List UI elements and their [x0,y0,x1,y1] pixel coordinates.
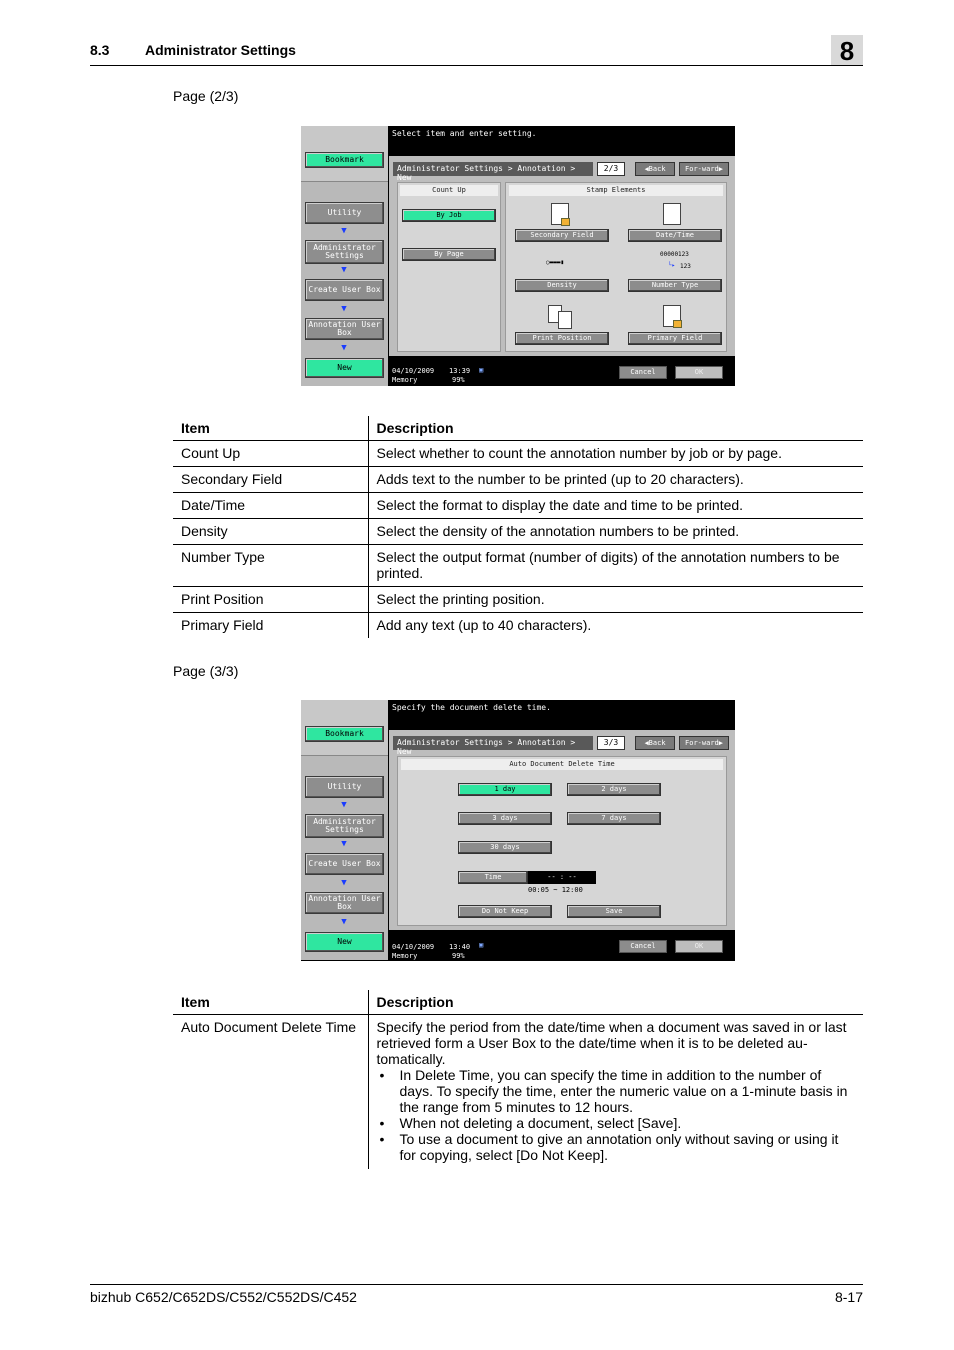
three-days-button[interactable]: 3 days [458,812,552,825]
time-range-text: 00:05 ~ 12:00 [528,886,583,894]
breadcrumb: Administrator Settings > Annotation > New [393,736,593,750]
table-header-item: Item [173,416,368,441]
create-user-box-button[interactable]: Create User Box [305,279,384,301]
memory-label: Memory [392,952,418,960]
table-cell-description: Select whether to count the annotation number by job or by page. [368,441,863,467]
list-item: • In Delete Time, you can specify the time in addition to the number of days. To specify the time, enter the numeric value on a 1-minute basis in the range from 5 minutes to 12 hours. [377,1067,856,1115]
new-button[interactable]: New [305,358,384,378]
page3-label: Page (3/3) [173,663,239,679]
ok-button[interactable]: OK [675,366,723,379]
arrow-down-icon: ▼ [341,304,347,314]
section-title: Administrator Settings [145,42,296,58]
arrow-down-icon: ▼ [341,226,347,236]
back-label: Back [648,165,666,173]
footer-model: bizhub C652/C652DS/C552/C552DS/C452 [90,1289,357,1305]
cancel-button[interactable]: Cancel [619,940,667,953]
ok-button[interactable]: OK [675,940,723,953]
table-row [173,441,863,467]
number-sample-2: 123 [680,263,691,270]
secondary-field-button[interactable]: Secondary Field [515,229,609,242]
arrow-down-icon: ▼ [341,878,347,888]
table-row [173,493,863,519]
page-indicator: 3/3 [597,736,625,750]
table-header-item: Item [173,990,368,1015]
status-footer [389,363,609,386]
screen-page3 [301,700,735,961]
date-time-icon [663,203,681,225]
forward-button[interactable] [679,736,729,750]
date-time-button[interactable]: Date/Time [628,229,722,242]
page2-label: Page (2/3) [173,88,239,104]
description-text: Specify the period from the date/time when a document was saved in or last retrieved form a User Box to the date/time when it is to be deleted au-tomatically. [376,1019,847,1067]
admin-settings-button[interactable]: Administrator Settings [305,814,384,838]
arrow-down-icon: ▼ [341,800,347,810]
table-cell-item: Number Type [173,545,368,587]
page3-table [173,990,863,1169]
memory-value: 99% [452,952,465,960]
section-number: 8.3 [90,42,110,58]
by-page-button[interactable]: By Page [402,248,496,261]
back-arrow-icon: ◀ [644,739,649,747]
by-job-button[interactable]: By Job [402,209,496,222]
screen-message: Specify the document delete time. [392,703,551,712]
table-cell-description: Select the printing position. [368,587,863,613]
bookmark-button[interactable]: Bookmark [305,726,384,742]
create-user-box-button[interactable]: Create User Box [305,853,384,875]
annotation-user-box-button[interactable]: Annotation User Box [305,318,384,340]
forward-label: For-ward [685,165,719,173]
count-up-title: Count Up [400,185,498,196]
back-arrow-icon: ◀ [644,165,649,173]
main-area [389,156,735,356]
print-position-button[interactable]: Print Position [515,332,609,345]
table-row [173,613,863,639]
back-button[interactable] [635,736,675,750]
table-cell-item: Primary Field [173,613,368,639]
page-indicator: 2/3 [597,162,625,176]
table-cell-description: Select the output format (number of digits) of the annotation numbers to be printed. [368,545,863,587]
forward-label: For-ward [685,739,719,747]
table-cell-item: Date/Time [173,493,368,519]
status-date: 04/10/2009 [392,943,435,951]
chapter-number: 8 [831,35,863,65]
table-row [173,467,863,493]
screen-page2 [301,126,735,386]
count-up-panel [397,182,501,352]
thirty-days-button[interactable]: 30 days [458,841,552,854]
arrow-down-icon: ▼ [341,265,347,275]
stamp-elements-title: Stamp Elements [509,185,723,196]
table-cell-item: Secondary Field [173,467,368,493]
status-time: 13:39 [449,367,471,375]
table-cell-description: Select the format to display the date and time to be printed. [368,493,863,519]
left-panel [301,700,388,960]
back-button[interactable] [635,162,675,176]
bookmark-button[interactable]: Bookmark [305,152,384,168]
new-button[interactable]: New [305,932,384,952]
secondary-field-icon [551,203,569,225]
stamp-elements-panel [505,182,727,352]
table-header-description: Description [368,990,863,1015]
two-days-button[interactable]: 2 days [567,783,661,796]
memory-value: 99% [452,376,465,384]
number-type-icon: └▸ [668,262,676,269]
forward-arrow-icon: ▶ [718,165,723,173]
table-row [173,519,863,545]
annotation-user-box-button[interactable]: Annotation User Box [305,892,384,914]
bullet-list [377,1067,856,1163]
admin-settings-button[interactable]: Administrator Settings [305,240,384,264]
memory-label: Memory [392,376,418,384]
footer-page-number: 8-17 [834,1289,863,1305]
forward-arrow-icon: ▶ [718,739,723,747]
arrow-down-icon: ▼ [341,839,347,849]
seven-days-button[interactable]: 7 days [567,812,661,825]
utility-button[interactable]: Utility [305,776,384,798]
print-position-icon-2 [558,311,572,329]
list-item: • To use a document to give an annotation only without saving or using it for copying, select [Do Not Keep]. [377,1131,856,1163]
list-item: • When not deleting a document, select [Save]. [377,1115,856,1131]
left-panel [301,126,388,386]
primary-field-icon [663,305,681,327]
back-label: Back [648,739,666,747]
table-cell-description: Add any text (up to 40 characters). [376,617,592,633]
primary-field-button[interactable]: Primary Field [628,332,722,345]
time-value-field[interactable]: -- : -- [528,871,596,884]
table-cell-description: Adds text to the number to be printed (up to 20 characters). [368,467,863,493]
table-cell-item: Count Up [173,441,368,467]
status-footer [389,937,609,960]
time-button[interactable]: Time [458,871,528,884]
arrow-down-icon: ▼ [341,343,347,353]
forward-button[interactable] [679,162,729,176]
network-icon: ▣ [479,941,484,949]
delete-time-title: Auto Document Delete Time [401,759,723,770]
utility-button[interactable]: Utility [305,202,384,224]
network-icon: ▣ [479,366,484,374]
table-header-description: Description [368,416,863,441]
table-cell-item: Print Position [173,587,368,613]
main-area [389,730,735,930]
number-sample-1: 00000123 [660,251,689,258]
page-header [90,36,863,66]
screen-message: Select item and enter setting. [392,129,537,138]
one-day-button[interactable]: 1 day [458,783,552,796]
delete-time-panel [397,756,727,926]
table-cell-item: Auto Document Delete Time [173,1015,368,1169]
table-row [173,1015,863,1169]
number-type-button[interactable]: Number Type [628,279,722,292]
table-cell-description: Select the density of the annotation numbers to be printed. [368,519,863,545]
arrow-down-icon: ▼ [341,917,347,927]
table-row [173,545,863,587]
do-not-keep-button[interactable]: Do Not Keep [458,905,552,918]
density-icon: ○▬▬▬▮ [546,259,565,266]
table-cell-item: Density [173,519,368,545]
breadcrumb: Administrator Settings > Annotation > New [393,162,593,176]
table-row [173,587,863,613]
status-time: 13:40 [449,943,471,951]
save-button[interactable]: Save [567,905,661,918]
status-date: 04/10/2009 [392,367,435,375]
density-button[interactable]: Density [515,279,609,292]
page-footer [90,1284,863,1305]
cancel-button[interactable]: Cancel [619,366,667,379]
page2-table [173,416,863,638]
table-cell-description [368,1015,863,1169]
